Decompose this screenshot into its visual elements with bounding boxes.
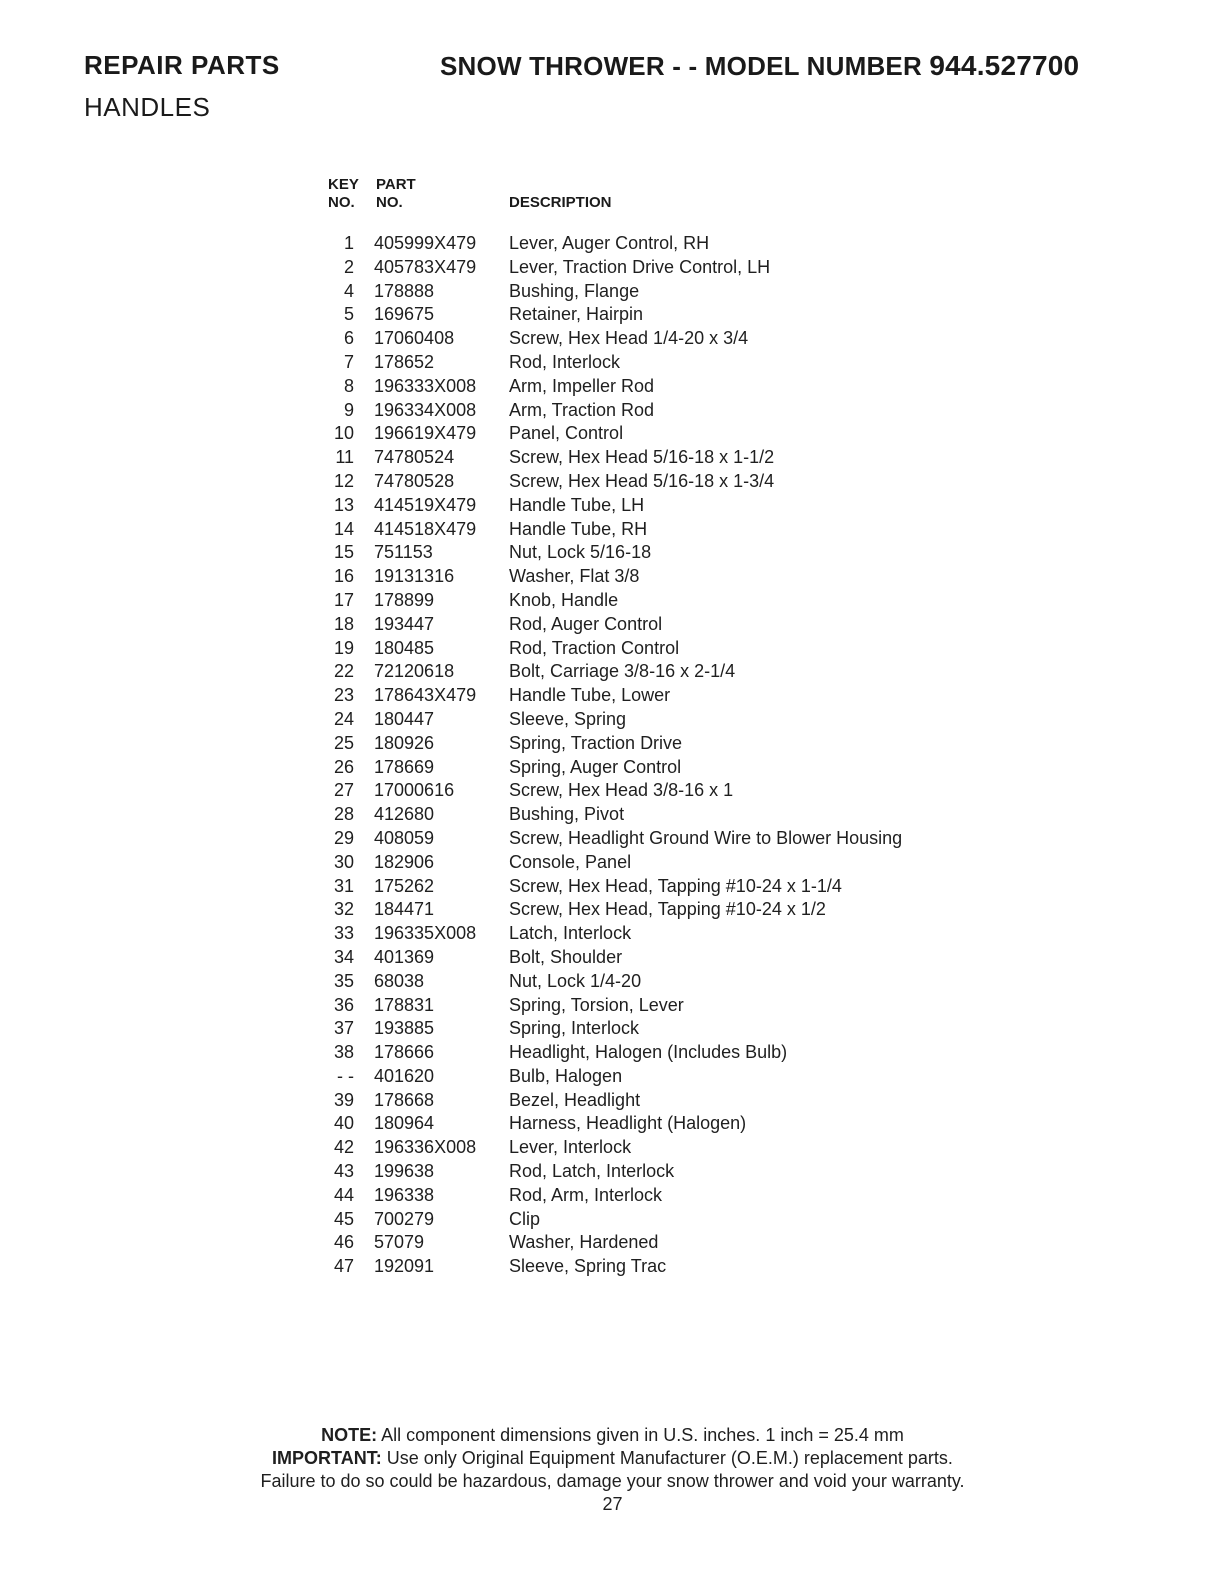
- part-number: 193885: [374, 1018, 435, 1039]
- part-description: Bolt, Carriage 3/8-16 x 2-1/4: [509, 661, 736, 682]
- part-number: 17000616: [374, 780, 455, 801]
- note-line: [0, 1424, 1225, 1447]
- part-description: Spring, Traction Drive: [509, 732, 683, 753]
- key-number: 17: [333, 589, 354, 610]
- part-number: 700279: [374, 1208, 435, 1229]
- part-description: Sleeve, Spring: [509, 708, 627, 729]
- part-description: Screw, Headlight Ground Wire to Blower Housing: [509, 827, 903, 848]
- part-number: 178666: [374, 1042, 435, 1063]
- key-number: 12: [333, 470, 354, 491]
- key-number: 34: [333, 946, 354, 967]
- key-number: 45: [333, 1208, 354, 1229]
- part-number: 180926: [374, 732, 435, 753]
- part-description: Handle Tube, LH: [509, 494, 645, 515]
- part-number: 196338: [374, 1184, 435, 1205]
- part-number: 68038: [374, 970, 425, 991]
- key-number: 44: [333, 1184, 354, 1205]
- key-number: 38: [333, 1042, 354, 1063]
- key-number: 8: [343, 375, 354, 396]
- key-number: 28: [333, 804, 354, 825]
- key-number: 18: [333, 613, 354, 634]
- part-description: Arm, Traction Rod: [509, 399, 655, 420]
- key-number: 6: [343, 328, 354, 349]
- key-number: 32: [333, 899, 354, 920]
- model-number: 944.527700: [929, 50, 1080, 81]
- note-label: NOTE:: [321, 1425, 378, 1445]
- part-description: Washer, Hardened: [509, 1232, 659, 1253]
- key-number: 36: [333, 994, 354, 1015]
- part-number: 401369: [374, 946, 435, 967]
- important-text: Use only Original Equipment Manufacturer (O.E.M.) replacement parts.: [381, 1448, 953, 1468]
- part-number: 74780524: [374, 447, 455, 468]
- part-number: 196336X008: [374, 1137, 477, 1158]
- part-description: Console, Panel: [509, 851, 632, 872]
- repair-parts-heading: REPAIR PARTS: [84, 50, 280, 80]
- key-number: 37: [333, 1018, 354, 1039]
- part-number: 751153: [374, 542, 433, 563]
- part-number: 184471: [374, 899, 435, 920]
- key-number: 31: [333, 875, 354, 896]
- part-description: Knob, Handle: [509, 589, 619, 610]
- part-number: 193447: [374, 613, 435, 634]
- part-description: Bulb, Halogen: [509, 1065, 623, 1086]
- part-description: Rod, Traction Control: [509, 637, 680, 658]
- part-description: Lever, Auger Control, RH: [509, 233, 710, 253]
- part-description: Sleeve, Spring Trac: [509, 1256, 667, 1277]
- part-number: 180485: [374, 637, 435, 658]
- key-number: 29: [333, 827, 354, 848]
- part-description: Screw, Hex Head, Tapping #10-24 x 1-1/4: [509, 875, 842, 896]
- part-number: 196334X008: [374, 399, 477, 420]
- part-number: 414518X479: [374, 518, 477, 539]
- part-number: 74780528: [374, 470, 455, 491]
- key-number: 1: [343, 233, 354, 253]
- key-number: 10: [333, 423, 354, 444]
- key-header-line1: KEY: [328, 176, 359, 193]
- part-number: 192091: [374, 1256, 435, 1277]
- key-number: 35: [333, 970, 354, 991]
- part-description: Retainer, Hairpin: [509, 304, 644, 325]
- key-number: 46: [333, 1232, 354, 1253]
- part-description: Latch, Interlock: [509, 923, 632, 944]
- part-number: 405999X479: [374, 233, 477, 253]
- part-number: 196619X479: [374, 423, 477, 444]
- part-description: Bezel, Headlight: [509, 1089, 641, 1110]
- part-description: Nut, Lock 5/16-18: [509, 542, 652, 563]
- part-description: Bolt, Shoulder: [509, 946, 623, 967]
- key-number: 26: [333, 756, 354, 777]
- part-number: 412680: [374, 804, 435, 825]
- part-description: Rod, Latch, Interlock: [509, 1161, 675, 1182]
- note-text: All component dimensions given in U.S. inches. 1 inch = 25.4 mm: [377, 1425, 904, 1445]
- key-number: 25: [333, 732, 354, 753]
- key-number: 33: [333, 923, 354, 944]
- key-number: 43: [333, 1161, 354, 1182]
- part-description: Headlight, Halogen (Includes Bulb): [509, 1042, 788, 1063]
- part-description: Lever, Traction Drive Control, LH: [509, 256, 771, 277]
- notes: [0, 1424, 1225, 1493]
- part-number: 401620: [374, 1065, 435, 1086]
- important-label: IMPORTANT:: [272, 1448, 382, 1468]
- key-number: 4: [343, 280, 354, 301]
- part-number: 169675: [374, 304, 435, 325]
- part-description: Screw, Hex Head 5/16-18 x 1-3/4: [509, 470, 775, 491]
- part-description: Screw, Hex Head, Tapping #10-24 x 1/2: [509, 899, 826, 920]
- part-description: Rod, Interlock: [509, 351, 621, 372]
- part-number: 408059: [374, 827, 435, 848]
- part-description: Bushing, Pivot: [509, 804, 625, 825]
- part-number: 196335X008: [374, 923, 477, 944]
- part-description: Bushing, Flange: [509, 280, 640, 301]
- part-description: Lever, Interlock: [509, 1137, 632, 1158]
- part-number: 19131316: [374, 566, 455, 587]
- part-description: Rod, Arm, Interlock: [509, 1184, 663, 1205]
- model-heading: [440, 50, 1079, 82]
- part-description: Handle Tube, Lower: [509, 685, 671, 706]
- key-number: 24: [333, 708, 354, 729]
- part-number: 175262: [374, 875, 435, 896]
- description-header: DESCRIPTION: [509, 194, 612, 211]
- key-number: 19: [333, 637, 354, 658]
- part-description: Arm, Impeller Rod: [509, 375, 655, 396]
- part-number: 182906: [374, 851, 435, 872]
- part-number: 178831: [374, 994, 435, 1015]
- part-description: Panel, Control: [509, 423, 624, 444]
- part-header-line2: NO.: [376, 194, 403, 211]
- part-description: Handle Tube, RH: [509, 518, 648, 539]
- part-description: Spring, Torsion, Lever: [509, 994, 684, 1015]
- part-number: 178669: [374, 756, 435, 777]
- key-number: 39: [333, 1089, 354, 1110]
- key-number: 22: [333, 661, 354, 682]
- key-header-line2: NO.: [328, 194, 355, 211]
- part-description: Spring, Auger Control: [509, 756, 682, 777]
- part-number: 180964: [374, 1113, 435, 1134]
- section-title: HANDLES: [84, 92, 211, 122]
- key-number: 42: [333, 1137, 354, 1158]
- key-number: 5: [343, 304, 354, 325]
- part-header-line1: PART: [376, 176, 416, 193]
- key-number: 15: [333, 542, 354, 563]
- key-number: - -: [337, 1065, 354, 1086]
- part-description: Screw, Hex Head 1/4-20 x 3/4: [509, 328, 749, 349]
- important-line: [0, 1447, 1225, 1470]
- part-number: 178652: [374, 351, 435, 372]
- part-number: 57079: [374, 1232, 425, 1253]
- part-description: Nut, Lock 1/4-20: [509, 970, 642, 991]
- key-number: 47: [333, 1256, 354, 1277]
- key-number: 30: [333, 851, 354, 872]
- part-description: Washer, Flat 3/8: [509, 566, 640, 587]
- key-number: 14: [333, 518, 354, 539]
- part-number: 178888: [374, 280, 435, 301]
- part-number: 178643X479: [374, 685, 477, 706]
- part-number: 199638: [374, 1161, 435, 1182]
- key-number: 11: [335, 447, 354, 468]
- key-number: 7: [343, 351, 354, 372]
- key-number: 9: [343, 399, 354, 420]
- part-number: 405783X479: [374, 256, 477, 277]
- part-description: Rod, Auger Control: [509, 613, 663, 634]
- key-number: 16: [333, 566, 354, 587]
- part-number: 17060408: [374, 328, 455, 349]
- part-description: Screw, Hex Head 5/16-18 x 1-1/2: [509, 447, 775, 468]
- page-number: 27: [602, 1494, 623, 1514]
- part-number: 178899: [374, 589, 435, 610]
- part-description: Screw, Hex Head 3/8-16 x 1: [509, 780, 734, 801]
- key-number: 27: [333, 780, 354, 801]
- part-description: Harness, Headlight (Halogen): [509, 1113, 747, 1134]
- model-heading-prefix: SNOW THROWER - - MODEL NUMBER: [440, 51, 930, 81]
- key-number: 2: [343, 256, 354, 277]
- part-description: Clip: [509, 1208, 541, 1229]
- part-number: 178668: [374, 1089, 435, 1110]
- part-number: 196333X008: [374, 375, 477, 396]
- part-number: 72120618: [374, 661, 455, 682]
- key-number: 23: [333, 685, 354, 706]
- key-number: 40: [333, 1113, 354, 1134]
- key-number: 13: [333, 494, 354, 515]
- part-description: Spring, Interlock: [509, 1018, 640, 1039]
- failure-line: Failure to do so could be hazardous, damage your snow thrower and void your warranty.: [260, 1471, 965, 1491]
- part-number: 414519X479: [374, 494, 477, 515]
- part-number: 180447: [374, 708, 435, 729]
